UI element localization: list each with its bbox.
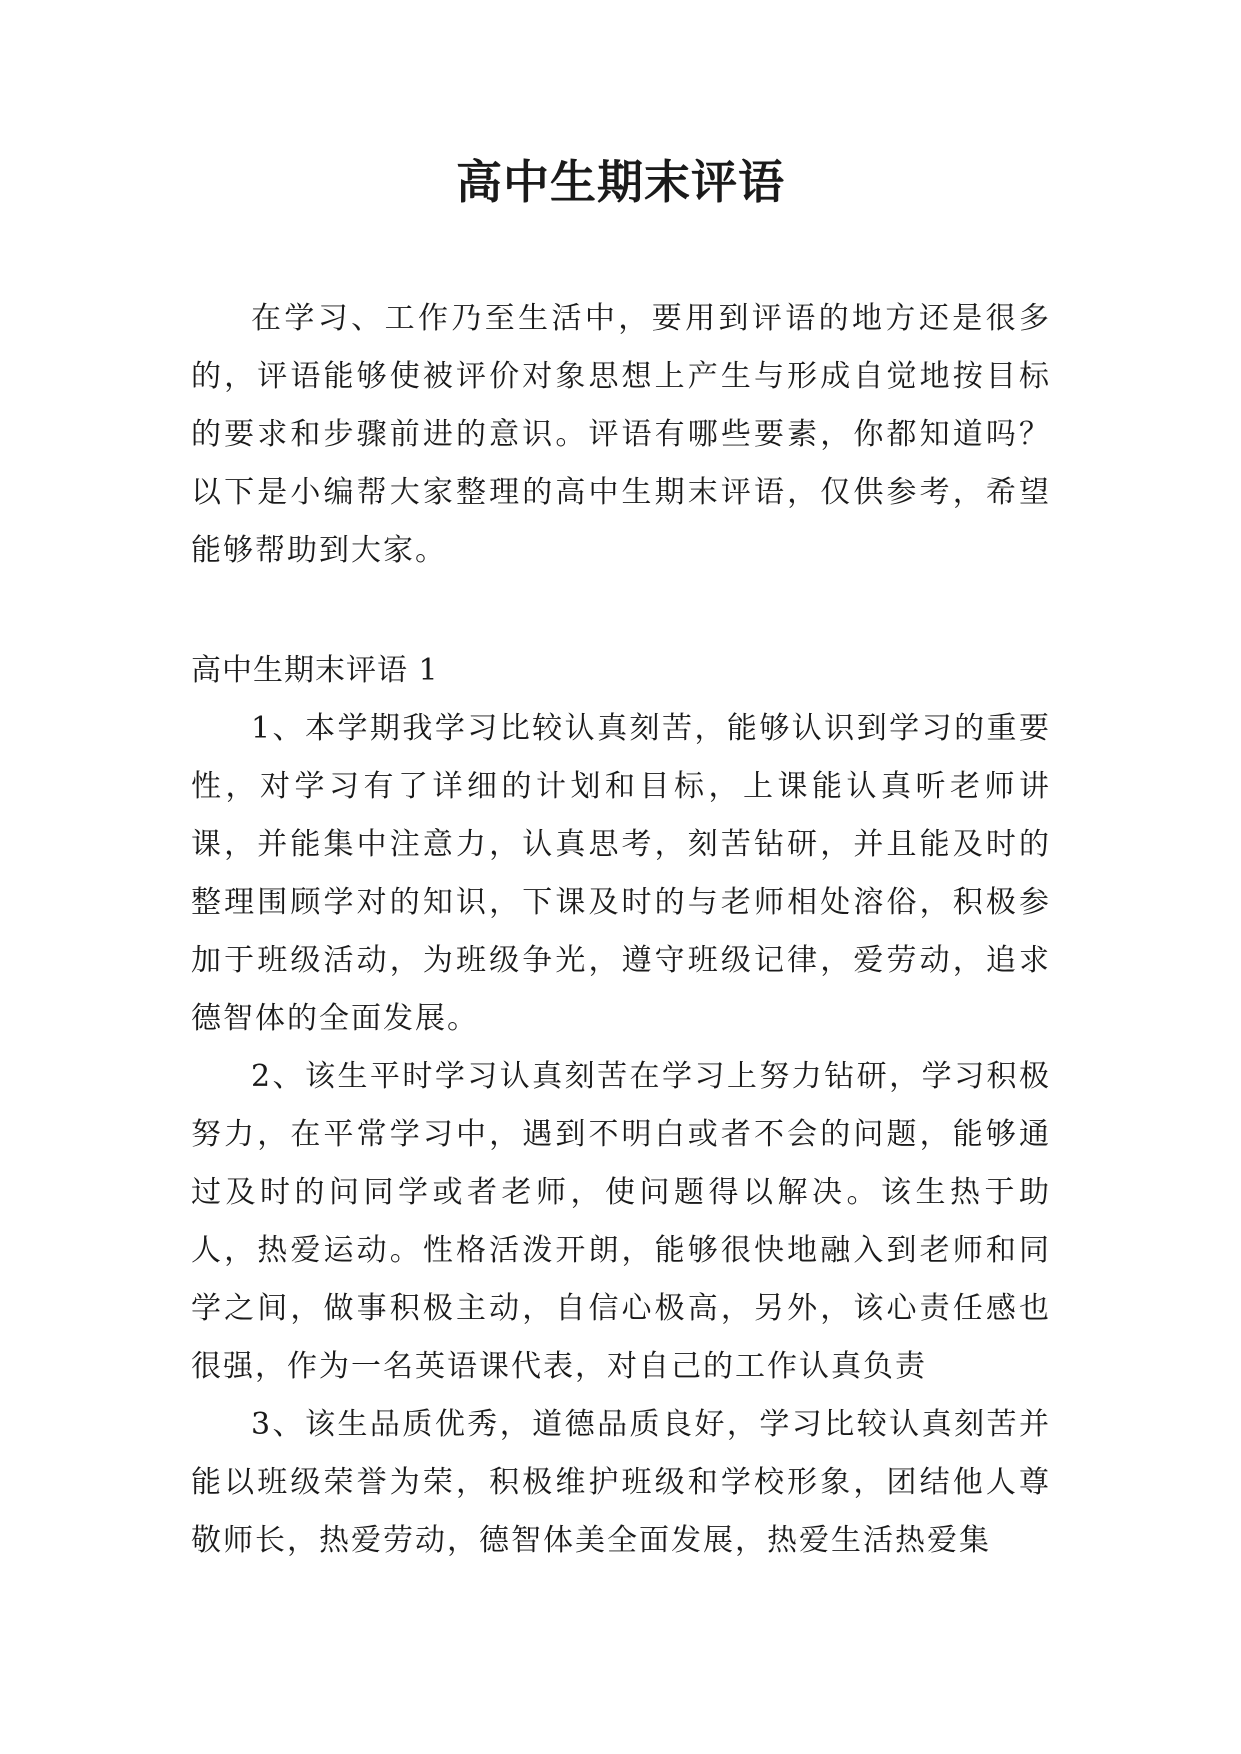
comment-item-2: 2、该生平时学习认真刻苦在学习上努力钻研，学习积极努力，在平常学习中，遇到不明白或者不会的问题，能够通过及时的问同学或者老师，使问题得以解决。该生热于助人，热爱运动。性格活泼开朗，能够很快地融入到老师和同学之间，做事积极主动，自信心极高，另外，该心责任感也很强，作为一名英语课代表，对自己的工作认真负责 — [191, 1059, 1051, 1384]
comment-item-3: 3、该生品质优秀，道德品质良好，学习比较认真刻苦并能以班级荣誉为荣，积极维护班级和学校形象，团结他人尊敬师长，热爱劳动，德智体美全面发展，热爱生活热爱集 — [191, 1407, 1051, 1558]
intro-paragraph: 在学习、工作乃至生活中，要用到评语的地方还是很多的，评语能够使被评价对象思想上产生与形成自觉地按目标的要求和步骤前进的意识。评语有哪些要素，你都知道吗？以下是小编帮大家整理的高中生期末评语，仅供参考，希望能够帮助到大家。 — [191, 301, 1051, 568]
comment-item-1: 1、本学期我学习比较认真刻苦，能够认识到学习的重要性，对学习有了详细的计划和目标，上课能认真听老师讲课，并能集中注意力，认真思考，刻苦钻研，并且能及时的整理围顾学对的知识，下课及时的与老师相处溶俗，积极参加于班级活动，为班级争光，遵守班级记律，爱劳动，追求德智体的全面发展。 — [191, 711, 1051, 1036]
document-body — [191, 290, 1051, 1570]
section-heading: 高中生期末评语 1 — [191, 653, 439, 688]
document-title: 高中生期末评语 — [456, 155, 785, 209]
